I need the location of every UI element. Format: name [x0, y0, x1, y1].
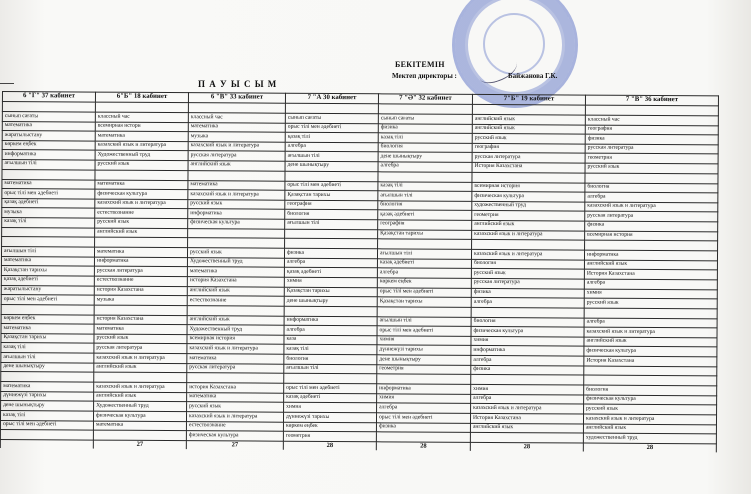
lesson-cell: всемирная история [187, 335, 284, 345]
lesson-cell: биология [284, 354, 377, 364]
lesson-cell: русский язык [187, 402, 284, 412]
lesson-cell: казахский язык и литература [585, 202, 718, 212]
separator-cell [285, 171, 378, 182]
separator-cell [471, 307, 584, 318]
separator-cell [94, 305, 187, 316]
lesson-cell: английский язык [472, 220, 585, 230]
lesson-cell: художественный труд [472, 201, 585, 211]
separator-cell [95, 170, 188, 181]
lesson-cell: алгебра [584, 318, 717, 328]
lesson-cell: музыка [188, 132, 285, 142]
lesson-cell: математика [94, 247, 187, 257]
lesson-cell: физическая культура [471, 327, 584, 337]
lesson-cell: английский язык [583, 424, 716, 434]
lesson-cell: дене шынықтыру [1, 401, 94, 411]
lesson-cell: русский язык [584, 298, 717, 308]
lesson-cell: Қазақстан тарихы [284, 287, 377, 297]
lesson-cell: алгебра [471, 394, 584, 404]
lesson-cell: информатика [584, 250, 717, 260]
lesson-cell: казақ тілі [378, 181, 472, 191]
separator-cell [187, 305, 284, 316]
lesson-cell: казахский язык и литература [186, 412, 283, 422]
separator-cell [472, 104, 585, 115]
lesson-cell: казахский язык и литература [95, 141, 188, 151]
lesson-cell: физическая культура [472, 192, 585, 202]
lesson-cell: музыка [2, 208, 95, 218]
lesson-cell: русский язык [95, 160, 188, 170]
lesson-cell: дүниежүзі тарихы [283, 412, 376, 422]
lesson-cell: физика [471, 365, 584, 375]
column-header: 6 "Г" 37 кабинет [2, 92, 95, 103]
lesson-cell: История Казахстана [472, 162, 585, 172]
separator-cell [1, 372, 94, 383]
lesson-cell: дене шынықтыру [284, 296, 377, 306]
lesson-cell: русский язык [472, 134, 585, 144]
separator-cell [378, 104, 472, 115]
lesson-cell: математика [95, 180, 188, 190]
lesson-cell: физика [471, 288, 584, 298]
lesson-cell: русская литература [188, 151, 285, 161]
separator-cell [378, 239, 472, 250]
lesson-cell: английский язык [188, 161, 285, 171]
lesson-cell: художественный труд [583, 433, 716, 443]
lesson-cell: ағылшын тілі [1, 353, 94, 363]
lesson-cell: орыс тілі мен әдебиеті [376, 413, 470, 423]
separator-cell [187, 373, 284, 384]
lesson-cell: математика [95, 131, 188, 141]
lesson-cell: русская литература [472, 153, 585, 163]
lesson-cell: русский язык [188, 199, 285, 209]
separator-cell [188, 103, 285, 114]
lesson-cell: математика [188, 180, 285, 190]
lesson-cell: көркем еңбек [2, 140, 95, 150]
lesson-cell: алгебра [471, 297, 584, 307]
lesson-cell: русская литература [187, 363, 284, 373]
lesson-cell: казахский язык и литература [471, 404, 584, 414]
lesson-cell: дүниежүзі тарихы [1, 391, 94, 401]
weekly-hours-total: 28 [283, 441, 376, 451]
page-title: П А У Ы С Ы М [198, 79, 278, 89]
lesson-cell: алгебра [585, 192, 718, 202]
lesson-cell: геометрия [377, 364, 471, 374]
lesson-cell: русский язык [187, 248, 284, 258]
lesson-cell: ағылшын тілі [285, 219, 378, 229]
lesson-cell [0, 430, 93, 440]
lesson-cell: дене шынықтыру [378, 152, 472, 162]
lesson-cell: орыс тілі мен әдебиеті [285, 181, 378, 191]
lesson-cell: химия [377, 336, 471, 346]
lesson-cell: география [378, 220, 472, 230]
lesson-cell: алгебра [471, 355, 584, 365]
lesson-cell: казахский язык и литература [472, 230, 585, 240]
column-header: 6 "В" 33 кабинет [188, 93, 285, 104]
lesson-cell: каза [284, 335, 377, 345]
lesson-cell: физика [376, 422, 470, 432]
lesson-cell: Художественный труд [95, 150, 188, 160]
lesson-cell: физическая культура [584, 395, 717, 405]
lesson-cell: география [472, 143, 585, 153]
lesson-cell: орыс тілі мен әдебиеті [0, 420, 93, 430]
lesson-cell: алгебра [378, 162, 472, 172]
separator-cell [285, 103, 378, 114]
separator-cell [472, 239, 585, 250]
lesson-cell: всемирная истори [95, 122, 188, 132]
lesson-cell: химия [284, 277, 377, 287]
lesson-cell: математика [187, 392, 284, 402]
lesson-cell: қазақ әдебиеті [284, 268, 377, 278]
lesson-cell: биология [285, 210, 378, 220]
lesson-cell: русская литература [94, 344, 187, 354]
margin-line [0, 83, 14, 84]
lesson-cell: химия [584, 289, 717, 299]
lesson-cell: химия [471, 336, 584, 346]
approval-heading: БЕКІТЕМІН [395, 60, 445, 69]
lesson-cell: информатика [471, 346, 584, 356]
lesson-cell: история Казахстана [187, 383, 284, 393]
lesson-cell: алгебра [284, 258, 377, 268]
lesson-cell: биология [471, 317, 584, 327]
separator-cell [2, 169, 95, 180]
lesson-cell: казахский язык и литература [471, 249, 584, 259]
separator-cell [284, 373, 377, 384]
lesson-cell: география [585, 125, 718, 135]
column-header: 7 "Ә" 32 кабинет [378, 94, 472, 105]
lesson-cell: классный час [585, 115, 718, 125]
lesson-cell: всемирная история [472, 182, 585, 192]
lesson-cell: геометрия [472, 211, 585, 221]
separator-cell [1, 304, 94, 315]
lesson-cell: казақ әдебиеті [284, 393, 377, 403]
lesson-cell: физика [284, 248, 377, 258]
lesson-cell: физическая культура [93, 411, 186, 421]
lesson-cell: жаратылыстану [2, 131, 95, 141]
lesson-cell: химия [377, 394, 471, 404]
lesson-cell: английский язык [470, 423, 583, 433]
lesson-cell: русский язык [585, 163, 718, 173]
lesson-cell: физика [585, 134, 718, 144]
column-header: 6"Б" 18 кабинет [95, 92, 188, 103]
lesson-cell: Қазақстан тарихы [1, 266, 94, 276]
lesson-cell: история Казахстана [187, 277, 284, 287]
lesson-cell: орыс тілі мен әдебиеті [377, 326, 471, 336]
lesson-cell: математика [187, 354, 284, 364]
lesson-cell: химия [471, 385, 584, 395]
lesson-cell: казақ әдебиеті [377, 259, 471, 269]
weekly-hours-total: 28 [583, 443, 716, 453]
lesson-cell: дүниежүзі тарихы [377, 345, 471, 355]
lesson-cell [93, 430, 186, 440]
lesson-cell: английский язык [472, 114, 585, 124]
lesson-cell: История Казахстана [584, 356, 717, 366]
lesson-cell: ағылшын тілі [377, 249, 471, 259]
column-header: 7"Б" 19 кабинет [472, 94, 585, 105]
lesson-cell: русская литература [471, 278, 584, 288]
lesson-cell: естествознание [94, 276, 187, 286]
lesson-cell: жаратылыстану [1, 285, 94, 295]
weekly-hours-total [0, 439, 93, 449]
lesson-cell: музыка [94, 295, 187, 305]
lesson-cell: қазақ әдебиеті [378, 210, 472, 220]
lesson-cell: ағылшын тілі [285, 152, 378, 162]
lesson-cell: информатика [284, 316, 377, 326]
lesson-cell [2, 227, 95, 237]
lesson-cell: орыс тілі мен әдебиеті [2, 189, 95, 199]
lesson-cell: ағылшын тілі [1, 247, 94, 257]
lesson-cell: математика [93, 421, 186, 431]
lesson-cell: английский язык [95, 228, 188, 238]
lesson-cell: сынып сағаты [2, 112, 95, 122]
lesson-cell: дене шынықтыру [377, 355, 471, 365]
lesson-cell: алгебра [377, 403, 471, 413]
lesson-cell: математика [1, 324, 94, 334]
lesson-cell: казахский язык и литература [95, 199, 188, 209]
lesson-cell: казақ тілі [378, 133, 472, 143]
separator-cell [285, 238, 378, 249]
lesson-cell: орыс тілі мен әдебиеті [284, 383, 377, 393]
lesson-cell: казахский язык и литература [583, 414, 716, 424]
lesson-cell: математика [187, 267, 284, 277]
separator-cell [377, 374, 471, 385]
lesson-cell: казақ тілі [2, 217, 95, 227]
lesson-cell: казахский язык и литература [188, 190, 285, 200]
lesson-cell: алгебра [377, 268, 471, 278]
lesson-cell: история Казахстана [94, 315, 187, 325]
lesson-cell: биология [378, 201, 472, 211]
lesson-cell: Художественный труд [187, 257, 284, 267]
lesson-cell: көркем еңбек [377, 278, 471, 288]
lesson-cell: всемирная история [585, 231, 718, 241]
lesson-cell: русский язык [471, 269, 584, 279]
lesson-cell: английский язык [584, 337, 717, 347]
lesson-cell: английский язык [584, 260, 717, 270]
lesson-cell: русский язык [94, 334, 187, 344]
lesson-cell: русский язык [95, 218, 188, 228]
separator-cell [472, 172, 585, 183]
lesson-cell: классный час [95, 112, 188, 122]
lesson-cell: математика [94, 324, 187, 334]
lesson-cell: казақ тілі [0, 411, 93, 421]
lesson-cell: дене шынықтыру [1, 362, 94, 372]
lesson-cell: физическая культура [95, 189, 188, 199]
lesson-cell: английский язык [94, 363, 187, 373]
lesson-cell: Художественный труд [94, 402, 187, 412]
lesson-cell: информатика [188, 209, 285, 219]
separator-cell [377, 306, 471, 317]
weekly-hours-total: 27 [93, 440, 186, 450]
lesson-cell: химия [284, 403, 377, 413]
lesson-cell: казахский язык и литература [94, 382, 187, 392]
lesson-cell: История Казахстана [470, 413, 583, 423]
separator-cell [284, 306, 377, 317]
lesson-cell [188, 228, 285, 238]
lesson-cell: естествознание [95, 208, 188, 218]
lesson-cell: Қазақстан тарихы [285, 190, 378, 200]
lesson-cell: история Казахстана [94, 286, 187, 296]
weekly-hours-total: 27 [186, 440, 283, 450]
lesson-cell: русский язык [584, 404, 717, 414]
lesson-cell: Қазақстан тарихы [377, 297, 471, 307]
lesson-cell: орыс тілі мен әдебиеті [285, 123, 378, 133]
lesson-cell: английский язык [94, 392, 187, 402]
lesson-cell: русская литература [585, 144, 718, 154]
separator-cell [95, 237, 188, 248]
lesson-cell [285, 229, 378, 239]
lesson-cell: русская литература [585, 211, 718, 221]
lesson-cell: қазақ тілі [285, 132, 378, 142]
separator-cell [2, 237, 95, 248]
lesson-cell: биология [471, 259, 584, 269]
separator-cell [378, 171, 472, 182]
schedule-body [0, 102, 718, 453]
lesson-cell: математика [1, 256, 94, 266]
lesson-cell: казақ тілі [1, 343, 94, 353]
lesson-cell: русская литература [94, 266, 187, 276]
column-header: 7 "В" 36 кабинет [585, 95, 718, 106]
lesson-cell: классный час [188, 113, 285, 123]
lesson-cell [376, 432, 470, 442]
lesson-cell: ағылшын тілі [2, 159, 95, 169]
lesson-cell: английский язык [472, 124, 585, 134]
weekly-hours-total: 28 [470, 442, 583, 452]
lesson-cell: физическая культура [584, 347, 717, 357]
lesson-cell: естествознание [186, 421, 283, 431]
lesson-cell: математика [188, 122, 285, 132]
lesson-cell: көркем еңбек [1, 314, 94, 324]
lesson-cell: ағылшын тілі [378, 191, 472, 201]
lesson-cell: биология [378, 143, 472, 153]
lesson-cell: английский язык [187, 315, 284, 325]
lesson-cell: казахский язык и литература [188, 141, 285, 151]
lesson-cell: физическая культура [188, 219, 285, 229]
director-name: Байжанова Г.К. [508, 72, 558, 80]
lesson-cell: казахский язык и литература [584, 327, 717, 337]
director-label: Мектеп директоры : [392, 72, 457, 80]
separator-cell [471, 375, 584, 386]
lesson-cell: английский язык [187, 286, 284, 296]
lesson-cell: казахский язык и литература [187, 344, 284, 354]
official-stamp [452, 0, 578, 108]
lesson-cell: биология [585, 183, 718, 193]
lesson-cell: Қазақстан тарихы [1, 333, 94, 343]
lesson-cell: биология [584, 385, 717, 395]
lesson-cell: орыс тілі мен әдебиеті [377, 287, 471, 297]
separator-cell [188, 170, 285, 181]
column-header: 7 "А 30 кабинет [285, 93, 378, 104]
lesson-cell: физика [378, 123, 472, 133]
lesson-cell: геометрия [585, 153, 718, 163]
schedule-table [0, 91, 719, 453]
lesson-cell: Қазақстан тарихы [378, 229, 472, 239]
lesson-cell: көркем еңбек [283, 422, 376, 432]
lesson-cell: сынып сағаты [378, 114, 472, 124]
lesson-cell: математика [1, 382, 94, 392]
lesson-cell: информатика [94, 257, 187, 267]
separator-cell [2, 102, 95, 113]
lesson-cell: ағылшын тілі [284, 364, 377, 374]
lesson-cell: физическая культура [186, 431, 283, 441]
lesson-cell: алгебра [284, 326, 377, 336]
lesson-cell: физика [585, 221, 718, 231]
lesson-cell: қазақ әдебиеті [2, 198, 95, 208]
lesson-cell: казахский язык и литература [94, 353, 187, 363]
lesson-cell: қазақ әдебиеті [1, 275, 94, 285]
lesson-cell: дене шынықтыру [285, 161, 378, 171]
lesson-cell: информатика [2, 150, 95, 160]
lesson-cell: естествознание [187, 296, 284, 306]
lesson-cell: орыс тілі мен әдебиеті [1, 295, 94, 305]
lesson-cell: алгебра [584, 279, 717, 289]
lesson-cell: казақ тілі [284, 345, 377, 355]
separator-cell [188, 238, 285, 249]
lesson-cell: алгебра [285, 142, 378, 152]
lesson-cell: информатика [377, 384, 471, 394]
lesson-cell: геометрия [283, 431, 376, 441]
weekly-hours-total: 28 [376, 442, 470, 452]
lesson-cell: математика [2, 121, 95, 131]
separator-cell [94, 372, 187, 383]
lesson-cell: ағылшын тілі [377, 316, 471, 326]
lesson-cell: История Казахстана [584, 269, 717, 279]
lesson-cell: математика [2, 179, 95, 189]
lesson-cell: Художественный труд [187, 325, 284, 335]
lesson-cell: сынып сағаты [285, 113, 378, 123]
separator-cell [95, 102, 188, 113]
lesson-cell: география [285, 200, 378, 210]
